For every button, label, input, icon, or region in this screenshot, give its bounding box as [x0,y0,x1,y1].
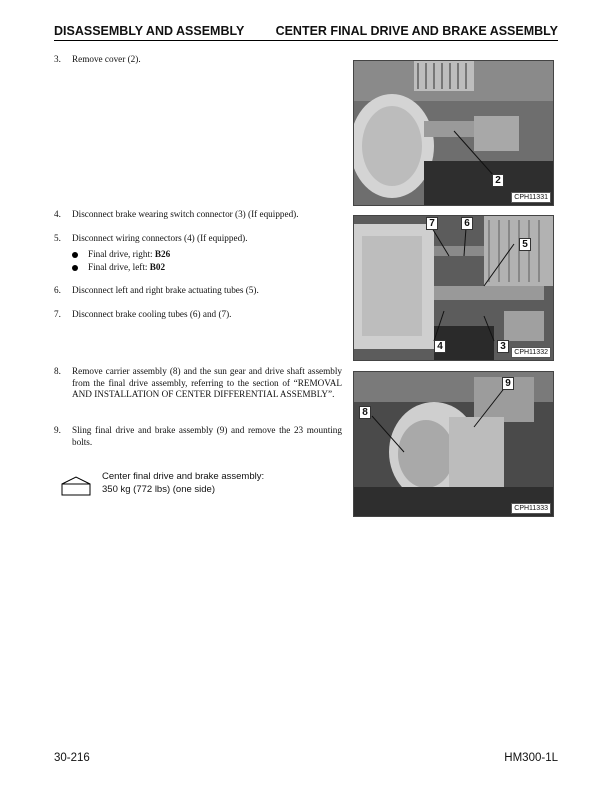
step-6 [54,285,342,297]
step-9 [54,425,342,448]
step-4 [54,209,342,221]
weight-icon [60,476,92,500]
weight-label: Center final drive and brake assembly: [102,471,265,482]
step-number: 8. [54,366,61,376]
callout-label: 7 [426,217,438,230]
step-8 [54,366,342,401]
callout-label: 4 [434,340,446,353]
step-text: Disconnect brake wearing switch connector (3) (If equipped). [72,209,299,219]
weight-value: 350 kg (772 lbs) (one side) [102,484,216,495]
list-item: Final drive, right: B26 [72,248,342,261]
header-topic-title: CENTER FINAL DRIVE AND BRAKE ASSEMBLY [275,24,558,38]
connector-list [72,248,342,274]
page-header [54,24,558,41]
step-number: 4. [54,209,61,219]
step-text: Disconnect left and right brake actuating tubes (5). [72,285,259,295]
step-3 [54,54,342,66]
callout-label: 6 [461,217,473,230]
photo-code: CPH11332 [511,347,551,358]
step-text: Disconnect wiring connectors (4) (If equipped). [72,233,248,243]
step-number: 5. [54,233,61,243]
photo-code: CPH11333 [511,503,551,514]
callout-label: 5 [519,238,531,251]
step-text: Disconnect brake cooling tubes (6) and (7). [72,309,232,319]
callout-label: 3 [497,340,509,353]
header-section-title: DISASSEMBLY AND ASSEMBLY [54,24,245,38]
step-text: Remove cover (2). [72,54,141,64]
photo-cover-removal [353,60,554,206]
photo-connectors-tubes [353,215,554,361]
step-text: Sling final drive and brake assembly (9) and remove the 23 mounting bolts. [72,425,342,447]
callout-label: 9 [502,377,514,390]
step-text: Remove carrier assembly (8) and the sun gear and drive shaft assembly from the final drive assembly, referring to the section of “REMOVAL AND INSTALLATION OF CENTER DIFFERENTIAL ASSEMBLY”. [72,366,342,399]
model-code: HM300-1L [504,752,558,764]
step-number: 9. [54,425,61,435]
callout-label: 8 [359,406,371,419]
step-7 [54,309,342,321]
step-number: 3. [54,54,61,64]
step-number: 6. [54,285,61,295]
page-number: 30-216 [54,752,90,764]
step-number: 7. [54,309,61,319]
photo-sling-assembly [353,371,554,517]
callout-label: 2 [492,174,504,187]
list-item: Final drive, left: B02 [72,261,342,274]
step-5 [54,233,342,274]
weight-note [60,470,264,496]
photo-code: CPH11331 [511,192,551,203]
